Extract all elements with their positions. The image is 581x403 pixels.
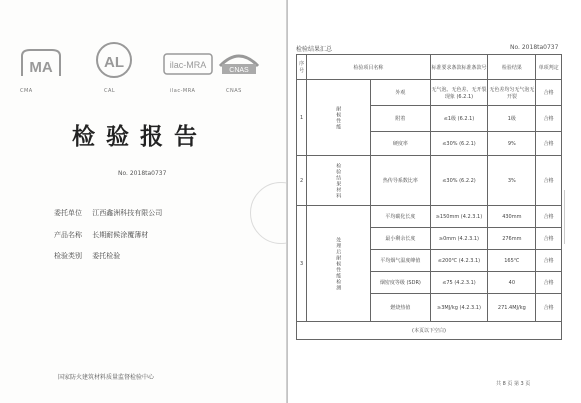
blank-page-note: (本页以下空白)	[297, 322, 562, 340]
item-requirement: 无气泡、无色差、无开裂现象 (6.2.1)	[430, 80, 488, 106]
item-requirement: ≥150mm (4.2.3.1)	[430, 206, 488, 228]
group-label: 耐候性能	[307, 80, 371, 156]
item-requirement: ≤30% (6.2.1)	[430, 132, 488, 156]
item-name: 平均碳化长度	[371, 206, 430, 228]
header-seq: 序号	[297, 55, 307, 80]
item-verdict: 合格	[536, 206, 562, 228]
item-result: 无色差均匀无气泡无开裂	[488, 80, 536, 106]
item-verdict: 合格	[536, 294, 562, 322]
svg-text:AL: AL	[104, 54, 124, 71]
cover-page	[0, 0, 288, 403]
field-type-label: 检验类别	[54, 252, 82, 260]
field-client	[54, 208, 162, 218]
ilac-mra-logo-icon	[162, 48, 214, 80]
group-label: 处理后耐候性能检测	[307, 206, 371, 322]
item-result: 430mm	[488, 206, 536, 228]
table-header-row	[297, 55, 562, 80]
lab-name: 国家防火建筑材料质量监督检验中心	[58, 374, 155, 381]
seal-edge-icon	[564, 190, 581, 244]
item-name: 外观	[371, 80, 430, 106]
field-type-value: 委托检验	[92, 252, 121, 260]
page-footer: 共 8 页 第 3 页	[496, 381, 531, 387]
field-type	[54, 251, 120, 261]
cnas-logo-caption: CNAS	[226, 88, 242, 94]
summary-table	[296, 54, 562, 340]
group-label: 检验结果材料	[307, 156, 371, 206]
item-result: 271.4MJ/kg	[488, 294, 536, 322]
cnas-logo-icon	[216, 42, 262, 82]
item-name: 最小剩余长度	[371, 228, 430, 250]
item-verdict: 合格	[536, 80, 562, 106]
item-requirement: ≥3MJ/kg (4.2.3.1)	[430, 294, 488, 322]
item-verdict: 合格	[536, 106, 562, 132]
field-product	[54, 230, 148, 240]
item-verdict: 合格	[536, 228, 562, 250]
item-requirement: ≤75 (4.2.3.1)	[430, 272, 488, 294]
cma-logo-icon	[18, 46, 64, 80]
field-product-label: 产品名称	[54, 231, 82, 239]
item-verdict: 合格	[536, 132, 562, 156]
field-client-label: 委托单位	[54, 209, 82, 217]
item-requirement: ≥0mm (4.2.3.1)	[430, 228, 488, 250]
svg-text:ilac-MRA: ilac-MRA	[169, 60, 207, 70]
header-requirement: 标准要求条款标准条款号	[430, 55, 488, 80]
header-item: 检验项目名称	[307, 55, 430, 80]
table-row	[297, 156, 562, 206]
item-result: 276mm	[488, 228, 536, 250]
summary-title: 检验结果汇总	[296, 46, 333, 53]
field-client-value: 江西鑫洲科技有限公司	[92, 209, 163, 217]
summary-report-number: No. 2018ta0737	[510, 44, 559, 51]
item-result: 9%	[488, 132, 536, 156]
field-product-value: 长期耐候涂覆薄材	[92, 231, 149, 239]
cma-logo-caption: CMA	[20, 88, 33, 94]
header-result: 检验结果	[488, 55, 536, 80]
item-requirement: ≤1级 (6.2.1)	[430, 106, 488, 132]
cal-logo-icon	[94, 40, 134, 84]
item-name: 平均烟气温度峰值	[371, 250, 430, 272]
item-requirement: ≤200℃ (4.2.3.1)	[430, 250, 488, 272]
item-name: 热传导系数比率	[371, 156, 430, 206]
summary-page	[288, 0, 581, 403]
group-seq: 3	[297, 206, 307, 322]
svg-text:MA: MA	[29, 59, 53, 76]
report-title: 检验报告	[72, 123, 208, 150]
table-row	[297, 206, 562, 228]
table-row	[297, 322, 562, 340]
item-result: 40	[488, 272, 536, 294]
item-requirement: ≤30% (6.2.2)	[430, 156, 488, 206]
group-seq: 2	[297, 156, 307, 206]
svg-text:CNAS: CNAS	[229, 67, 249, 74]
item-verdict: 合格	[536, 272, 562, 294]
item-name: 附着	[371, 106, 430, 132]
group-seq: 1	[297, 80, 307, 156]
cal-logo-caption: CAL	[104, 88, 116, 94]
item-result: 1级	[488, 106, 536, 132]
ilac-logo-caption: ilac-MRA	[170, 88, 196, 94]
item-result: 3%	[488, 156, 536, 206]
header-verdict: 单项判定	[536, 55, 562, 80]
item-name: 烟密度等级 (SDR)	[371, 272, 430, 294]
report-number: No. 2018ta0737	[118, 170, 167, 177]
item-verdict: 合格	[536, 156, 562, 206]
item-name: 硬度率	[371, 132, 430, 156]
table-row	[297, 80, 562, 106]
item-result: 165℃	[488, 250, 536, 272]
item-name: 燃烧热值	[371, 294, 430, 322]
item-verdict: 合格	[536, 250, 562, 272]
